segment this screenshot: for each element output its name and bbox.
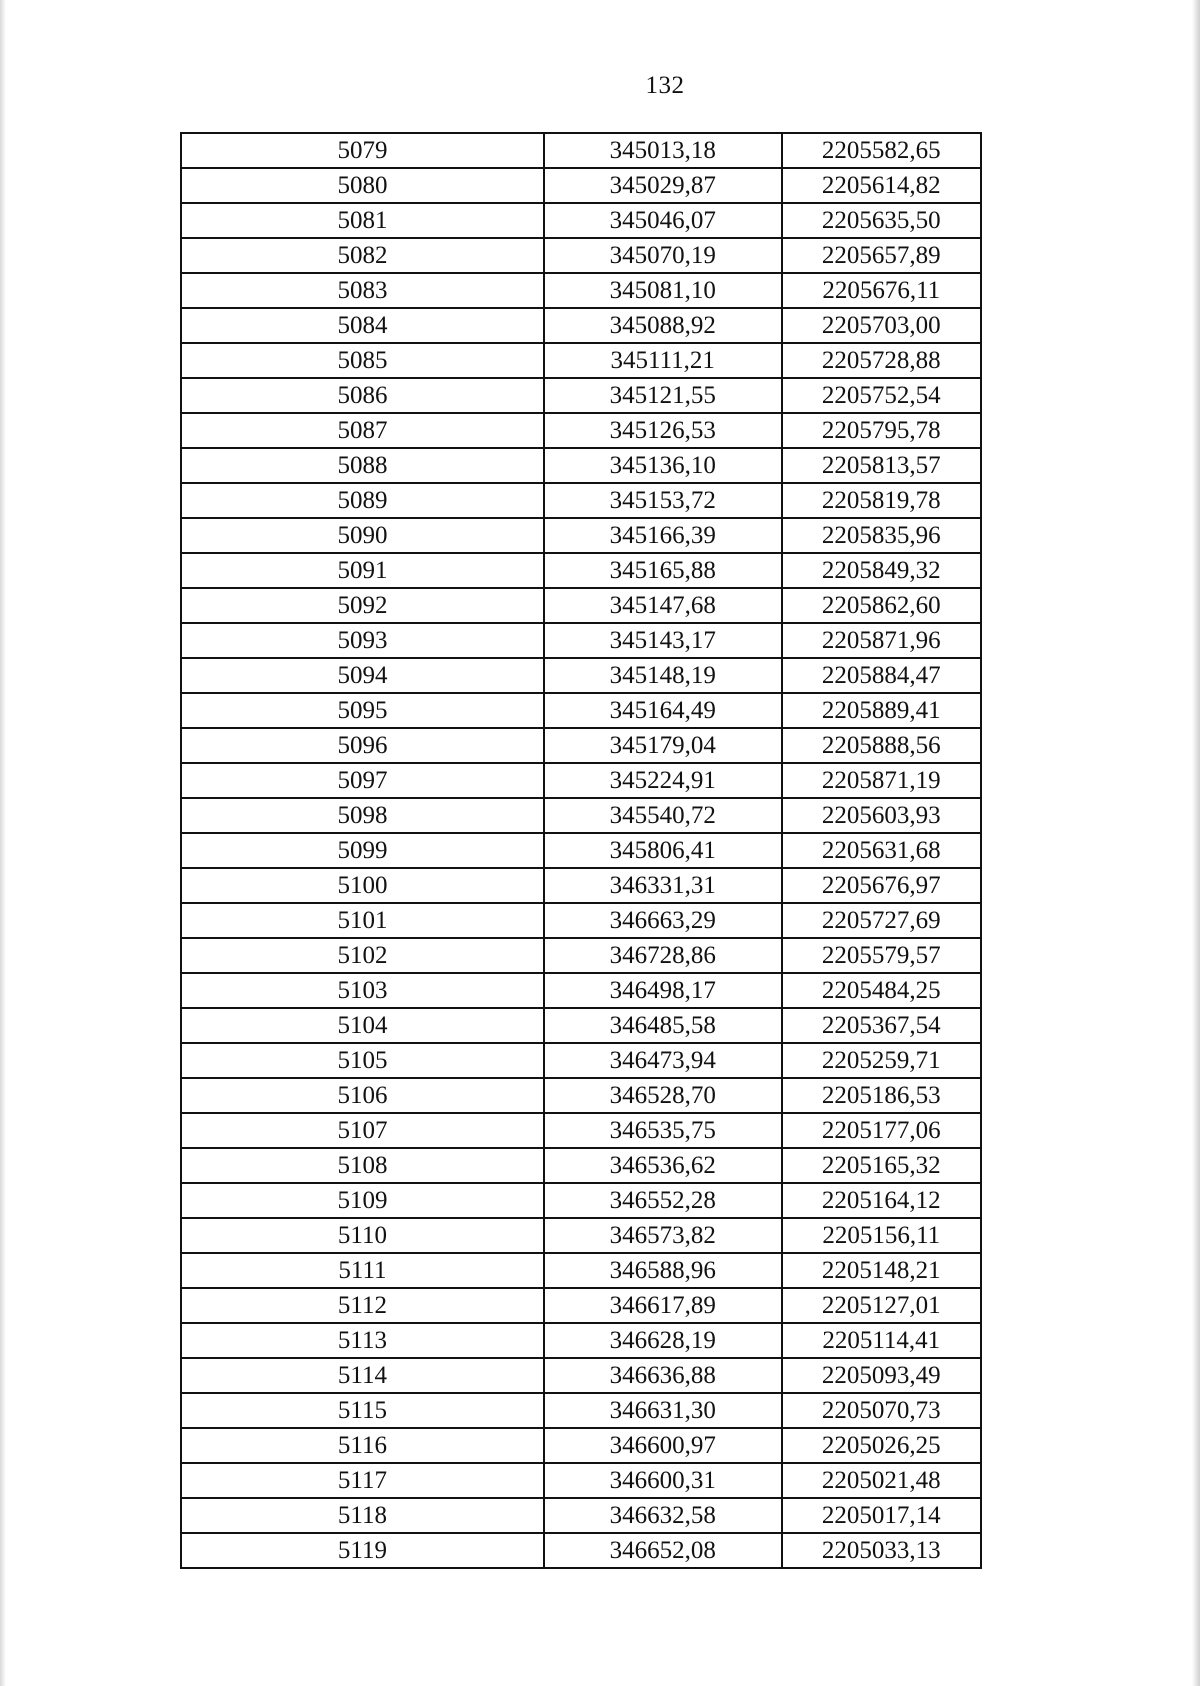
x-coordinate-cell: 345540,72 [544,798,782,833]
point-number-cell: 5094 [181,658,544,693]
y-coordinate-cell: 2205177,06 [782,1113,982,1148]
x-coordinate-cell: 345148,19 [544,658,782,693]
table-row [181,553,981,588]
table-row [181,903,981,938]
point-number-cell: 5092 [181,588,544,623]
table-row [181,658,981,693]
y-coordinate-cell: 2205164,12 [782,1183,982,1218]
y-coordinate-cell: 2205813,57 [782,448,982,483]
table-row [181,1498,981,1533]
y-coordinate-cell: 2205888,56 [782,728,982,763]
y-coordinate-cell: 2205703,00 [782,308,982,343]
point-number-cell: 5082 [181,238,544,273]
x-coordinate-cell: 346536,62 [544,1148,782,1183]
point-number-cell: 5081 [181,203,544,238]
y-coordinate-cell: 2205631,68 [782,833,982,868]
x-coordinate-cell: 346728,86 [544,938,782,973]
table-row [181,1533,981,1568]
x-coordinate-cell: 345136,10 [544,448,782,483]
point-number-cell: 5104 [181,1008,544,1043]
x-coordinate-cell: 345179,04 [544,728,782,763]
point-number-cell: 5089 [181,483,544,518]
table-row [181,1253,981,1288]
y-coordinate-cell: 2205579,57 [782,938,982,973]
point-number-cell: 5096 [181,728,544,763]
x-coordinate-cell: 346636,88 [544,1358,782,1393]
x-coordinate-cell: 345165,88 [544,553,782,588]
coordinates-table [180,132,982,1569]
table-row [181,413,981,448]
y-coordinate-cell: 2205752,54 [782,378,982,413]
x-coordinate-cell: 345081,10 [544,273,782,308]
x-coordinate-cell: 346331,31 [544,868,782,903]
point-number-cell: 5117 [181,1463,544,1498]
point-number-cell: 5091 [181,553,544,588]
x-coordinate-cell: 345070,19 [544,238,782,273]
point-number-cell: 5083 [181,273,544,308]
y-coordinate-cell: 2205884,47 [782,658,982,693]
y-coordinate-cell: 2205070,73 [782,1393,982,1428]
table-row [181,483,981,518]
x-coordinate-cell: 346528,70 [544,1078,782,1113]
point-number-cell: 5087 [181,413,544,448]
y-coordinate-cell: 2205165,32 [782,1148,982,1183]
y-coordinate-cell: 2205862,60 [782,588,982,623]
page-number: 132 [645,72,685,99]
table-row [181,1358,981,1393]
y-coordinate-cell: 2205819,78 [782,483,982,518]
point-number-cell: 5088 [181,448,544,483]
x-coordinate-cell: 345013,18 [544,133,782,168]
table-row [181,588,981,623]
y-coordinate-cell: 2205849,32 [782,553,982,588]
table-row [181,308,981,343]
point-number-cell: 5101 [181,903,544,938]
y-coordinate-cell: 2205127,01 [782,1288,982,1323]
x-coordinate-cell: 346652,08 [544,1533,782,1568]
y-coordinate-cell: 2205186,53 [782,1078,982,1113]
point-number-cell: 5103 [181,973,544,1008]
point-number-cell: 5085 [181,343,544,378]
x-coordinate-cell: 346588,96 [544,1253,782,1288]
x-coordinate-cell: 346485,58 [544,1008,782,1043]
x-coordinate-cell: 345088,92 [544,308,782,343]
table-row [181,378,981,413]
point-number-cell: 5097 [181,763,544,798]
y-coordinate-cell: 2205026,25 [782,1428,982,1463]
y-coordinate-cell: 2205259,71 [782,1043,982,1078]
point-number-cell: 5095 [181,693,544,728]
table-row [181,938,981,973]
table-row [181,343,981,378]
point-number-cell: 5090 [181,518,544,553]
x-coordinate-cell: 346473,94 [544,1043,782,1078]
table-row [181,273,981,308]
x-coordinate-cell: 346498,17 [544,973,782,1008]
y-coordinate-cell: 2205484,25 [782,973,982,1008]
table-row [181,203,981,238]
y-coordinate-cell: 2205728,88 [782,343,982,378]
table-row [181,1113,981,1148]
point-number-cell: 5118 [181,1498,544,1533]
table-row [181,1218,981,1253]
table-row [181,1428,981,1463]
table-row [181,1078,981,1113]
x-coordinate-cell: 345126,53 [544,413,782,448]
point-number-cell: 5105 [181,1043,544,1078]
y-coordinate-cell: 2205114,41 [782,1323,982,1358]
table-row [181,798,981,833]
y-coordinate-cell: 2205093,49 [782,1358,982,1393]
point-number-cell: 5108 [181,1148,544,1183]
point-number-cell: 5107 [181,1113,544,1148]
table-row [181,1323,981,1358]
x-coordinate-cell: 345166,39 [544,518,782,553]
y-coordinate-cell: 2205367,54 [782,1008,982,1043]
table-row [181,1463,981,1498]
table-row [181,1183,981,1218]
x-coordinate-cell: 345147,68 [544,588,782,623]
scan-edge-right [1192,0,1200,1686]
point-number-cell: 5100 [181,868,544,903]
table-row [181,623,981,658]
y-coordinate-cell: 2205017,14 [782,1498,982,1533]
y-coordinate-cell: 2205657,89 [782,238,982,273]
x-coordinate-cell: 346600,31 [544,1463,782,1498]
x-coordinate-cell: 346617,89 [544,1288,782,1323]
y-coordinate-cell: 2205871,96 [782,623,982,658]
y-coordinate-cell: 2205021,48 [782,1463,982,1498]
x-coordinate-cell: 346632,58 [544,1498,782,1533]
table-row [181,133,981,168]
x-coordinate-cell: 345121,55 [544,378,782,413]
y-coordinate-cell: 2205635,50 [782,203,982,238]
y-coordinate-cell: 2205603,93 [782,798,982,833]
point-number-cell: 5084 [181,308,544,343]
x-coordinate-cell: 345164,49 [544,693,782,728]
table-row [181,1043,981,1078]
point-number-cell: 5109 [181,1183,544,1218]
y-coordinate-cell: 2205676,97 [782,868,982,903]
x-coordinate-cell: 346535,75 [544,1113,782,1148]
point-number-cell: 5093 [181,623,544,658]
table-row [181,833,981,868]
y-coordinate-cell: 2205582,65 [782,133,982,168]
y-coordinate-cell: 2205727,69 [782,903,982,938]
table-row [181,518,981,553]
x-coordinate-cell: 345224,91 [544,763,782,798]
x-coordinate-cell: 345111,21 [544,343,782,378]
x-coordinate-cell: 345029,87 [544,168,782,203]
point-number-cell: 5116 [181,1428,544,1463]
y-coordinate-cell: 2205156,11 [782,1218,982,1253]
point-number-cell: 5080 [181,168,544,203]
y-coordinate-cell: 2205889,41 [782,693,982,728]
point-number-cell: 5112 [181,1288,544,1323]
point-number-cell: 5106 [181,1078,544,1113]
point-number-cell: 5079 [181,133,544,168]
x-coordinate-cell: 346600,97 [544,1428,782,1463]
table-row [181,868,981,903]
point-number-cell: 5102 [181,938,544,973]
point-number-cell: 5115 [181,1393,544,1428]
point-number-cell: 5119 [181,1533,544,1568]
y-coordinate-cell: 2205795,78 [782,413,982,448]
table-row [181,168,981,203]
point-number-cell: 5113 [181,1323,544,1358]
x-coordinate-cell: 346631,30 [544,1393,782,1428]
point-number-cell: 5110 [181,1218,544,1253]
y-coordinate-cell: 2205614,82 [782,168,982,203]
y-coordinate-cell: 2205033,13 [782,1533,982,1568]
x-coordinate-cell: 346552,28 [544,1183,782,1218]
y-coordinate-cell: 2205148,21 [782,1253,982,1288]
table-row [181,763,981,798]
x-coordinate-cell: 345806,41 [544,833,782,868]
point-number-cell: 5086 [181,378,544,413]
table-row [181,1008,981,1043]
table-row [181,973,981,1008]
table-body [181,133,981,1568]
point-number-cell: 5099 [181,833,544,868]
x-coordinate-cell: 346628,19 [544,1323,782,1358]
y-coordinate-cell: 2205871,19 [782,763,982,798]
table-row [181,693,981,728]
x-coordinate-cell: 345143,17 [544,623,782,658]
table-row [181,1288,981,1323]
table-row [181,728,981,763]
point-number-cell: 5098 [181,798,544,833]
y-coordinate-cell: 2205676,11 [782,273,982,308]
x-coordinate-cell: 346663,29 [544,903,782,938]
table-row [181,238,981,273]
table-row [181,448,981,483]
x-coordinate-cell: 345046,07 [544,203,782,238]
x-coordinate-cell: 346573,82 [544,1218,782,1253]
point-number-cell: 5114 [181,1358,544,1393]
scan-edge-left [0,0,6,1686]
y-coordinate-cell: 2205835,96 [782,518,982,553]
point-number-cell: 5111 [181,1253,544,1288]
table-row [181,1148,981,1183]
x-coordinate-cell: 345153,72 [544,483,782,518]
table-row [181,1393,981,1428]
